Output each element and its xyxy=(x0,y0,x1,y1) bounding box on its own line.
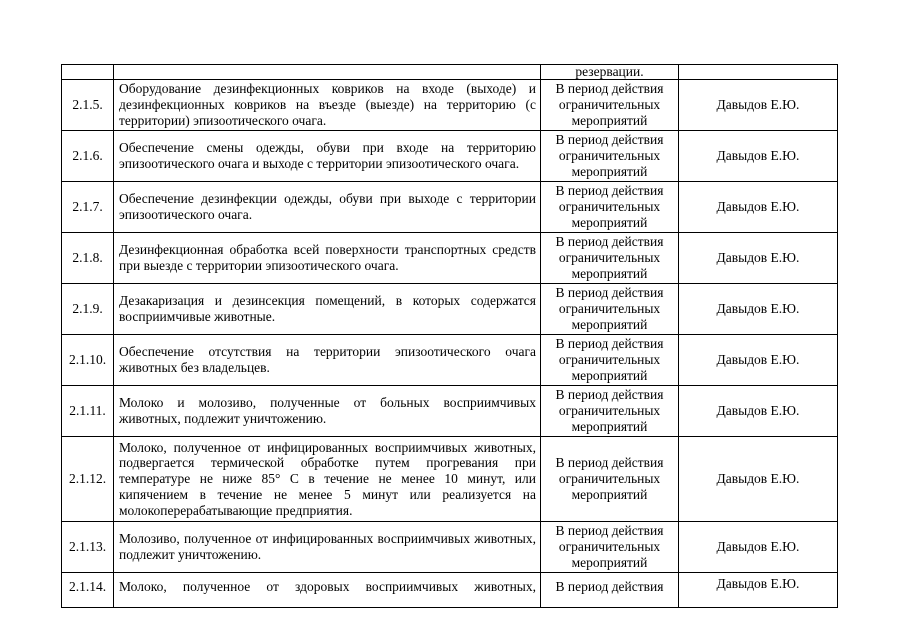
row-term: В период действия ограничительных мероприятий xyxy=(541,386,679,437)
row-responsible: Давыдов Е.Ю. xyxy=(679,335,838,386)
table-row xyxy=(62,233,838,284)
row-responsible: Давыдов Е.Ю. xyxy=(679,284,838,335)
row-responsible: Давыдов Е.Ю. xyxy=(679,182,838,233)
row-number: 2.1.6. xyxy=(62,131,114,182)
row-action xyxy=(114,65,541,80)
row-term: резервации. xyxy=(541,65,679,80)
row-number: 2.1.13. xyxy=(62,522,114,573)
row-term: В период действия ограничительных мероприятий xyxy=(541,437,679,522)
row-number: 2.1.8. xyxy=(62,233,114,284)
row-term: В период действия xyxy=(541,573,679,608)
row-action: Молоко, полученное от инфицированных восприимчивых животных, подвергается термической обработке путем прогревания при температуре не ниже 85° С в течение не менее 10 минут, или кипячением в течение не менее 5 минут или реализуется на молокоперерабатывающие предприятия. xyxy=(114,437,541,522)
row-action: Обеспечение дезинфекции одежды, обуви при выходе с территории эпизоотического очага. xyxy=(114,182,541,233)
row-term: В период действия ограничительных мероприятий xyxy=(541,284,679,335)
row-number: 2.1.14. xyxy=(62,573,114,608)
row-action: Дезакаризация и дезинсекция помещений, в которых содержатся восприимчивые животные. xyxy=(114,284,541,335)
row-term: В период действия ограничительных мероприятий xyxy=(541,522,679,573)
row-action: Оборудование дезинфекционных ковриков на входе (выходе) и дезинфекционных ковриков на въезде (выезде) на территорию (с территории) эпизоотического очага. xyxy=(114,80,541,131)
table-row xyxy=(62,386,838,437)
row-term: В период действия ограничительных мероприятий xyxy=(541,233,679,284)
row-term: В период действия ограничительных мероприятий xyxy=(541,80,679,131)
row-term: В период действия ограничительных мероприятий xyxy=(541,131,679,182)
row-action: Молозиво, полученное от инфицированных восприимчивых животных, подлежит уничтожению. xyxy=(114,522,541,573)
row-responsible: Давыдов Е.Ю. xyxy=(679,233,838,284)
row-action: Обеспечение отсутствия на территории эпизоотического очага животных без владельцев. xyxy=(114,335,541,386)
measures-table xyxy=(61,64,838,608)
row-responsible xyxy=(679,65,838,80)
row-action: Молоко, полученное от здоровых восприимчивых животных, xyxy=(114,573,541,608)
row-responsible: Давыдов Е.Ю. xyxy=(679,437,838,522)
table-row xyxy=(62,131,838,182)
row-number: 2.1.10. xyxy=(62,335,114,386)
row-responsible: Давыдов Е.Ю. xyxy=(679,573,838,608)
row-term: В период действия ограничительных мероприятий xyxy=(541,182,679,233)
row-action: Обеспечение смены одежды, обуви при входе на территорию эпизоотического очага и выходе с территории эпизоотического очага. xyxy=(114,131,541,182)
row-number: 2.1.9. xyxy=(62,284,114,335)
row-number: 2.1.5. xyxy=(62,80,114,131)
table-row xyxy=(62,182,838,233)
row-number: 2.1.11. xyxy=(62,386,114,437)
row-number: 2.1.7. xyxy=(62,182,114,233)
table-row xyxy=(62,335,838,386)
table-row xyxy=(62,573,838,608)
row-number: 2.1.12. xyxy=(62,437,114,522)
row-responsible: Давыдов Е.Ю. xyxy=(679,80,838,131)
row-responsible: Давыдов Е.Ю. xyxy=(679,131,838,182)
row-number xyxy=(62,65,114,80)
table-row xyxy=(62,437,838,522)
row-action: Дезинфекционная обработка всей поверхности транспортных средств при выезде с территории эпизоотического очага. xyxy=(114,233,541,284)
row-action: Молоко и молозиво, полученные от больных восприимчивых животных, подлежит уничтожению. xyxy=(114,386,541,437)
row-responsible: Давыдов Е.Ю. xyxy=(679,386,838,437)
table-row xyxy=(62,284,838,335)
row-term: В период действия ограничительных мероприятий xyxy=(541,335,679,386)
row-responsible: Давыдов Е.Ю. xyxy=(679,522,838,573)
table-row xyxy=(62,522,838,573)
table-row xyxy=(62,80,838,131)
table-row xyxy=(62,65,838,80)
